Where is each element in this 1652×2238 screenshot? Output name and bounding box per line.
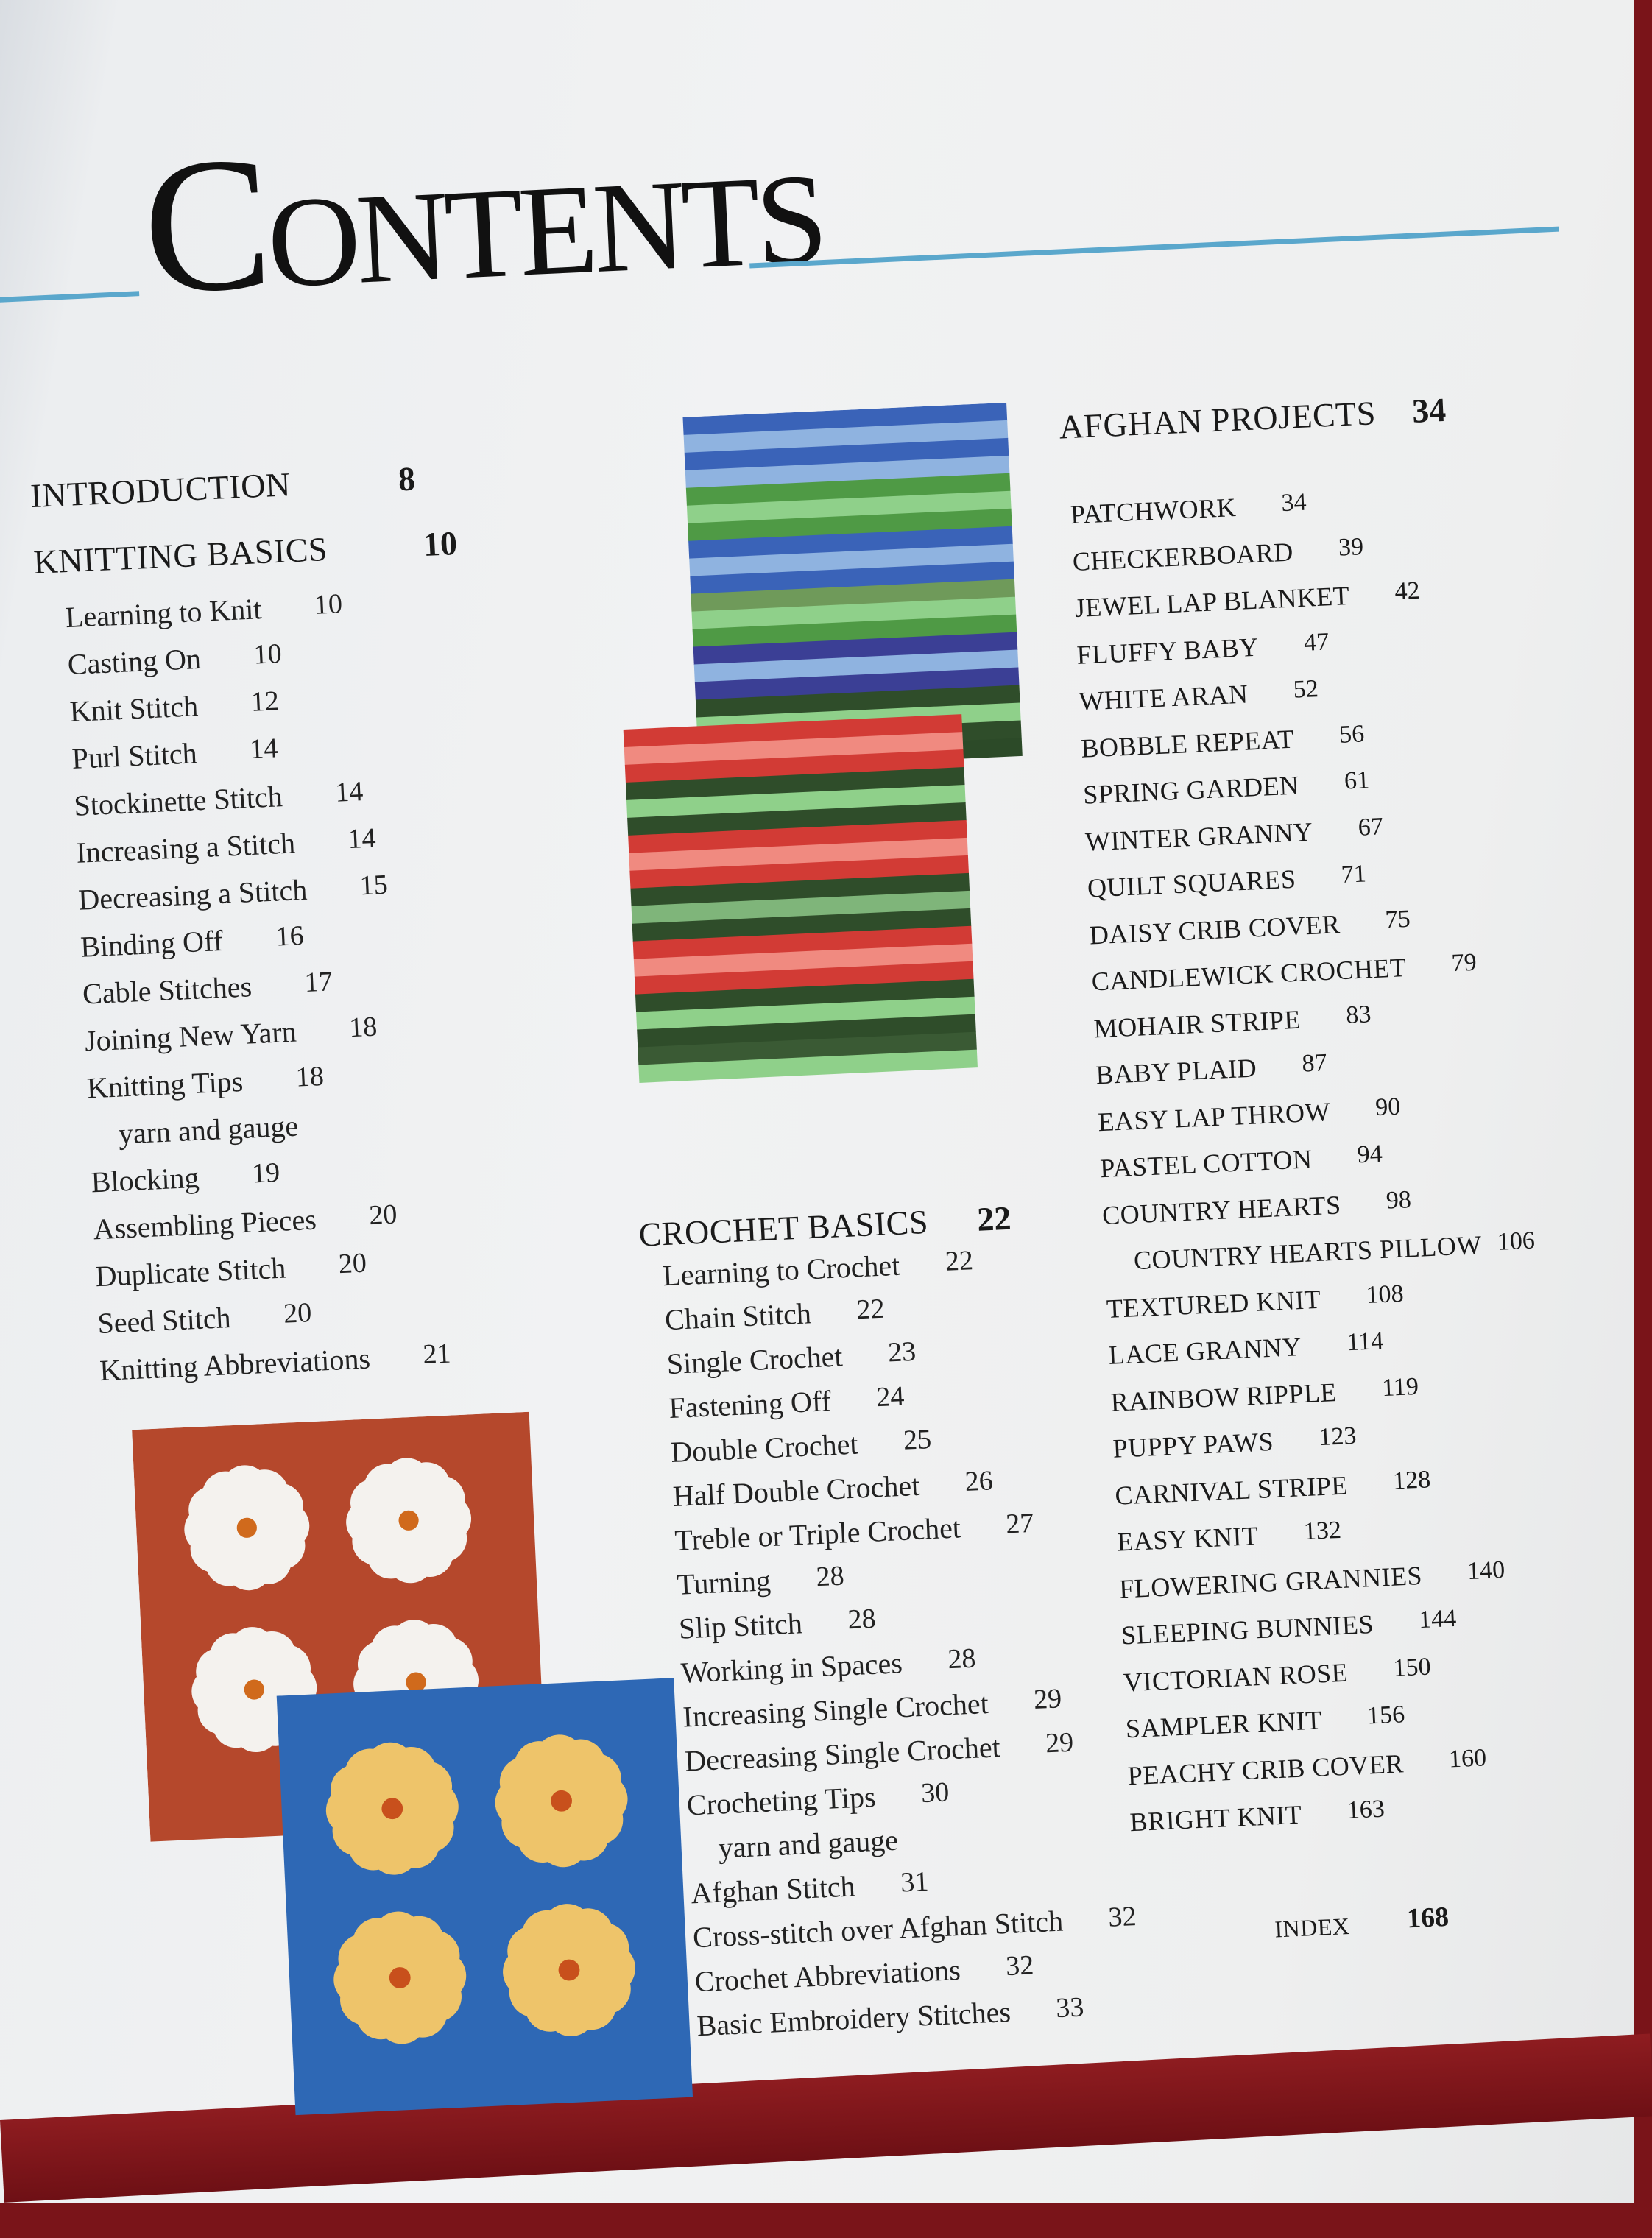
knitting-item-page: 12 — [250, 685, 280, 718]
knitting-item-page: 18 — [348, 1011, 378, 1044]
crochet-item-page: 27 — [1005, 1507, 1035, 1540]
crochet-item-page: 26 — [964, 1465, 994, 1497]
afghan-item-page: 90 — [1374, 1092, 1402, 1121]
crochet-item-label: Single Crochet — [666, 1339, 844, 1381]
afghan-item-label: PATCHWORK — [1070, 492, 1237, 530]
afghan-item-label: COUNTRY HEARTS — [1101, 1189, 1342, 1230]
knitting-item-page: 10 — [253, 638, 283, 671]
crochet-item-label: Chain Stitch — [664, 1296, 812, 1337]
knitting-item-page: 14 — [347, 822, 377, 855]
crochet-item-page: 33 — [1055, 1991, 1085, 2025]
crochet-item-label: Crocheting Tips — [685, 1779, 877, 1822]
afghan-item-label: BRIGHT KNIT — [1129, 1799, 1303, 1838]
afghan-item-label: LACE GRANNY — [1107, 1332, 1303, 1370]
knitting-item-page: 19 — [251, 1157, 281, 1190]
afghan-item-label: MOHAIR STRIPE — [1092, 1004, 1302, 1043]
knitting-item-label: Casting On — [66, 641, 202, 682]
crochet-item-label: Working in Spaces — [679, 1646, 903, 1690]
introduction-page: 8 — [397, 459, 417, 498]
blue-square — [277, 1678, 693, 2115]
introduction-heading — [29, 465, 292, 515]
afghan-item-label: VICTORIAN ROSE — [1123, 1657, 1349, 1697]
crochet-item-page: 31 — [900, 1865, 930, 1899]
afghan-item-label: PUPPY PAWS — [1112, 1426, 1274, 1464]
knitting-item-page: 20 — [337, 1247, 367, 1280]
knitting-heading: KNITTING BASICS — [32, 529, 329, 582]
knitting-item-label: Decreasing a Stitch — [77, 872, 308, 917]
afghan-item-page: 94 — [1356, 1140, 1383, 1169]
afghan-item-page: 156 — [1366, 1701, 1405, 1730]
afghan-item-label: BOBBLE REPEAT — [1080, 724, 1295, 763]
afghan-item-label: EASY KNIT — [1116, 1520, 1260, 1557]
crochet-item-label: Increasing Single Crochet — [682, 1686, 989, 1734]
afghan-item-label: CANDLEWICK CROCHET — [1090, 953, 1408, 997]
afghan-item-page: 108 — [1365, 1279, 1405, 1309]
crochet-item-page: 22 — [944, 1245, 974, 1277]
afghan-item-page: 34 — [1280, 488, 1307, 518]
afghan-item-label: WINTER GRANNY — [1084, 816, 1314, 857]
knitting-item-label: Duplicate Stitch — [94, 1251, 287, 1293]
crochet-item-label: yarn and gauge — [717, 1823, 899, 1865]
knitting-item-page: 10 — [314, 588, 343, 621]
title-rule-left — [0, 291, 139, 303]
crochet-item-page: 23 — [887, 1335, 917, 1369]
knitting-item-label: Knit Stitch — [68, 689, 200, 729]
knitting-item-page: 16 — [275, 919, 305, 953]
afghan-heading: AFGHAN PROJECTS — [1058, 394, 1377, 446]
crochet-item-label: Learning to Crochet — [662, 1248, 901, 1293]
crochet-item-label: Decreasing Single Crochet — [684, 1730, 1001, 1778]
afghan-item-label: SLEEPING BUNNIES — [1120, 1609, 1374, 1651]
index-page: 168 — [1406, 1901, 1450, 1935]
afghan-item-page: 79 — [1450, 948, 1478, 978]
knitting-item-label: Purl Stitch — [71, 736, 198, 775]
afghan-item-page: 67 — [1357, 812, 1384, 841]
afghan-item-page: 83 — [1345, 1000, 1372, 1029]
afghan-item-page: 71 — [1340, 860, 1367, 889]
crochet-item-page: 28 — [947, 1642, 977, 1676]
afghan-item-label: RAINBOW RIPPLE — [1109, 1377, 1338, 1417]
knitting-item-page: 14 — [334, 776, 364, 808]
afghan-item-label: JEWEL LAP BLANKET — [1073, 581, 1351, 623]
striped-blanket-blue-green — [682, 403, 1022, 771]
index-heading: INDEX — [1274, 1912, 1351, 1943]
afghan-item-label: PEACHY CRIB COVER — [1126, 1748, 1405, 1790]
knitting-item-page: 17 — [303, 966, 333, 998]
knitting-item-page: 21 — [422, 1338, 452, 1371]
knitting-item-label: Cable Stitches — [82, 970, 253, 1011]
afghan-item-page: 144 — [1418, 1604, 1457, 1634]
afghan-page: 34 — [1411, 390, 1447, 430]
knitting-item-label: yarn and gauge — [117, 1109, 299, 1151]
afghan-item-label: QUILT SQUARES — [1087, 864, 1297, 903]
afghan-item-label: CHECKERBOARD — [1072, 536, 1294, 576]
knitting-item-label: Learning to Knit — [64, 592, 263, 635]
afghan-item-page: 42 — [1394, 576, 1421, 606]
crochet-item-label: Treble or Triple Crochet — [674, 1511, 961, 1557]
crochet-item-page: 24 — [875, 1380, 906, 1413]
crochet-item-label: Basic Embroidery Stitches — [696, 1994, 1012, 2043]
knitting-item-label: Increasing a Stitch — [75, 826, 296, 869]
knitting-item-page: 18 — [294, 1060, 325, 1093]
knitting-item-label: Binding Off — [80, 923, 224, 964]
crochet-heading: CROCHET BASICS — [638, 1202, 929, 1254]
afghan-item-page: 87 — [1301, 1049, 1328, 1078]
crochet-item-label: Half Double Crochet — [671, 1468, 921, 1513]
afghan-item-label: FLOWERING GRANNIES — [1118, 1560, 1423, 1604]
knitting-item-page: 20 — [368, 1199, 398, 1232]
afghan-item-label: CARNIVAL STRIPE — [1114, 1469, 1349, 1511]
afghan-item-page: 98 — [1385, 1185, 1412, 1215]
afghan-item-page: 150 — [1392, 1653, 1432, 1682]
striped-blankets-illustration — [595, 401, 1067, 1098]
crochet-item-label: Slip Stitch — [678, 1606, 803, 1645]
knitting-item-page: 14 — [249, 733, 279, 765]
crochet-item-page: 30 — [920, 1776, 950, 1810]
afghan-item-page: 132 — [1303, 1516, 1342, 1546]
afghan-item-label: EASY LAP THROW — [1097, 1096, 1331, 1137]
crochet-item-label: Afghan Stitch — [690, 1869, 856, 1910]
knitting-item-label: Stockinette Stitch — [73, 780, 283, 822]
title-rule-right — [749, 227, 1559, 269]
striped-blanket-red-green — [624, 714, 978, 1083]
afghan-item-page: 61 — [1344, 766, 1370, 795]
afghan-item-page: 39 — [1338, 532, 1364, 562]
crochet-item-page: 32 — [1107, 1901, 1137, 1933]
afghan-item-label: BABY PLAID — [1095, 1053, 1257, 1090]
afghan-item-label: SAMPLER KNIT — [1125, 1705, 1323, 1744]
crochet-item-page: 29 — [1045, 1726, 1075, 1759]
afghan-item-page: 52 — [1292, 675, 1319, 704]
crochet-page: 22 — [976, 1199, 1012, 1238]
afghan-item-page: 163 — [1346, 1795, 1386, 1824]
crochet-item-page: 28 — [815, 1560, 845, 1593]
afghan-item-page: 123 — [1318, 1422, 1358, 1452]
afghan-item-label: SPRING GARDEN — [1082, 770, 1300, 810]
afghan-item-page: 140 — [1466, 1556, 1505, 1585]
crochet-item-page: 29 — [1033, 1683, 1063, 1716]
afghan-item-page: 160 — [1448, 1743, 1487, 1773]
crochet-item-page: 28 — [847, 1603, 877, 1636]
introduction-label: INTRODUCTION — [29, 465, 292, 515]
afghan-item-label: WHITE ARAN — [1078, 679, 1249, 716]
afghan-item-page: 75 — [1384, 905, 1411, 933]
afghan-item-page: 114 — [1346, 1327, 1385, 1357]
knitting-item-page: 15 — [359, 869, 389, 902]
crochet-item-page: 32 — [1005, 1949, 1035, 1983]
crochet-item-page: 22 — [855, 1293, 886, 1326]
afghan-item-label: COUNTRY HEARTS PILLOW — [1133, 1229, 1483, 1276]
afghan-item-label: TEXTURED KNIT — [1106, 1284, 1322, 1324]
knitting-item-label: Knitting Tips — [85, 1064, 244, 1105]
crochet-item-label: Double Crochet — [670, 1427, 859, 1469]
afghan-item-page: 47 — [1303, 627, 1330, 657]
knitting-item-label: Knitting Abbreviations — [99, 1341, 371, 1388]
afghan-item-label: FLUFFY BABY — [1076, 632, 1260, 670]
knitting-item-label: Blocking — [90, 1160, 200, 1199]
knitting-item-page: 20 — [283, 1297, 313, 1330]
knitting-item-label: Seed Stitch — [96, 1301, 232, 1341]
page-title — [138, 102, 827, 334]
knitting-page: 10 — [422, 523, 459, 564]
afghan-item-page: 106 — [1497, 1226, 1536, 1256]
afghan-item-label: DAISY CRIB COVER — [1089, 908, 1341, 950]
page-title-rest: ONTENTS — [264, 147, 827, 315]
crochet-item-label: Turning — [676, 1564, 772, 1601]
crochet-item-label: Crochet Abbreviations — [693, 1952, 961, 1999]
knitting-item-label: Joining New Yarn — [84, 1014, 297, 1058]
afghan-item-page: 56 — [1338, 719, 1365, 749]
crochet-item-page: 25 — [903, 1424, 932, 1456]
afghan-item-page: 119 — [1381, 1372, 1419, 1402]
daisy-squares-illustration — [132, 1404, 738, 2136]
knitting-item-label: Assembling Pieces — [92, 1202, 317, 1246]
afghan-item-page: 128 — [1392, 1465, 1431, 1495]
crochet-item-label: Cross-stitch over Afghan Stitch — [692, 1904, 1064, 1955]
crochet-item-label: Fastening Off — [668, 1384, 832, 1425]
page-title-initial: C — [138, 116, 272, 334]
afghan-item-label: PASTEL COTTON — [1099, 1144, 1313, 1184]
